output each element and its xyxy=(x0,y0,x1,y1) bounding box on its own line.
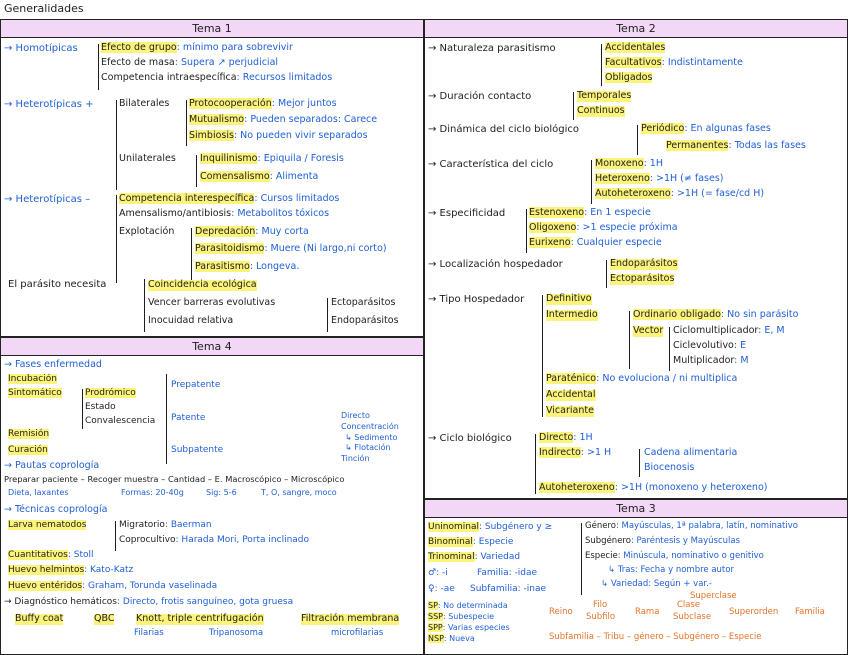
vector-bracket xyxy=(669,327,670,371)
directo-list-item: Directo xyxy=(341,411,370,420)
hier-superorden: Superorden xyxy=(729,607,779,617)
tema3-panel xyxy=(424,499,848,655)
especificidad-bracket xyxy=(526,209,527,253)
diag-item: Buffy coat xyxy=(15,613,64,624)
sintomatico-bracket xyxy=(82,389,83,429)
directo-list-item: Concentración xyxy=(341,422,399,431)
hier-subfilo: Subfilo xyxy=(586,612,616,622)
female-suffix: ♀: -ae xyxy=(428,584,455,594)
heterotipicas-pos-label: → Heterotípicas + xyxy=(4,99,94,110)
bilaterales-label: Bilaterales xyxy=(119,98,170,109)
tema3-left-item: Binominal: Especie xyxy=(428,537,514,547)
unilaterales-label: Unilaterales xyxy=(119,153,176,164)
tema3-right-bracket xyxy=(581,523,582,595)
abbr-item: SSP: Subespecie xyxy=(428,612,495,621)
explotacion-label: Explotación xyxy=(119,226,175,237)
convalescencia: Convalescencia xyxy=(85,416,156,426)
heterotipicas-neg-item: Amensalismo/antibiosis: Metabolitos tóxicos xyxy=(119,208,330,219)
intermedio: Intermedio xyxy=(546,309,598,320)
cuantitativos: Cuantitativos: Stoll xyxy=(8,550,94,560)
tema3-heading: Tema 3 xyxy=(425,500,847,518)
biocenosis: Biocenosis xyxy=(644,462,695,473)
necesita-item: Inocuidad relativa xyxy=(148,315,234,326)
pautas-line: Preparar paciente – Recoger muestra – Cantidad – E. Macroscópico – Microscópico xyxy=(4,474,345,484)
coprocultivo: Coprocultivo: Harada Mori, Porta inclinado xyxy=(119,535,310,545)
duracion-item: Continuos xyxy=(577,105,625,116)
ciclo-indirecto: Indirecto: >1 H xyxy=(539,447,612,458)
tema4-panel xyxy=(0,337,424,655)
hier-rama: Rama xyxy=(635,607,660,617)
hier-familia: Familia xyxy=(795,607,825,617)
explotacion-item: Depredación: Muy corta xyxy=(195,226,309,237)
naturaleza-label: → Naturaleza parasitismo xyxy=(428,43,556,54)
tema2-panel xyxy=(424,19,848,499)
larva-nematodos: Larva nematodos xyxy=(8,520,87,530)
ciclo-directo: Directo: 1H xyxy=(539,432,593,443)
page-title: Generalidades xyxy=(4,2,84,15)
especificidad-label: → Especificidad xyxy=(428,208,506,219)
vector-item: Ciclevolutivo: E xyxy=(673,340,747,351)
tema1-panel xyxy=(0,19,424,337)
tecnicas-label: → Técnicas coprología xyxy=(4,504,108,515)
prepatente: Prepatente xyxy=(171,380,221,390)
diag-sub: microfilarias xyxy=(331,628,384,638)
pautas-sub: Dieta, laxantes xyxy=(8,488,69,497)
subpatente: Subpatente xyxy=(171,445,224,455)
dinamica-item: Periódico: En algunas fases xyxy=(641,123,771,134)
abbr-item: SP: No determinada xyxy=(428,601,508,610)
migratorio: Migratorio: Baerman xyxy=(119,520,212,530)
ectoparasitos: Ectoparásitos xyxy=(331,297,396,308)
tipo-label: → Tipo Hospedador xyxy=(428,294,525,305)
naturaleza-item: Facultativos: Indistintamente xyxy=(605,57,743,68)
homotipicas-label: → Homotípicas xyxy=(4,43,78,54)
patente: Patente xyxy=(171,413,206,423)
larva-bracket xyxy=(115,521,116,551)
necesita-bracket xyxy=(144,279,145,332)
hier-line-2: Subfamilia – Tribu – género – Subgénero – Especie xyxy=(549,632,762,642)
indirecto-bracket xyxy=(639,449,640,477)
sintomatico: Sintomático xyxy=(8,388,62,398)
hier-superclase: Superclase xyxy=(690,591,737,601)
bilaterales-item: Simbiosis: No pueden vivir separados xyxy=(189,130,368,141)
bilaterales-bracket xyxy=(186,100,187,146)
tras-note: ↳ Tras: Fecha y nombre autor xyxy=(608,565,734,575)
heterotipicas-neg-bracket xyxy=(116,195,117,283)
tema2-heading: Tema 2 xyxy=(425,20,847,38)
huevo-entericos: Huevo entéridos: Graham, Torunda vaselinada xyxy=(8,581,218,591)
unilaterales-item: Comensalismo: Alimenta xyxy=(200,171,319,182)
intermedio-bracket xyxy=(629,311,630,369)
homotipicas-item: Efecto de masa: Supera ↗ perjudicial xyxy=(101,57,279,68)
explotacion-bracket xyxy=(191,228,192,284)
prodromico: Prodrómico xyxy=(85,388,136,398)
variedad-note: ↳ Variedad: Según + var.- xyxy=(601,579,712,589)
abbr-item: NSP: Nueva xyxy=(428,634,475,643)
explotacion-item: Parasitismo: Longeva. xyxy=(195,261,300,272)
definitivo: Definitivo xyxy=(546,293,592,304)
localizacion-label: → Localización hospedador xyxy=(428,259,563,270)
especificidad-item: Estenoxeno: En 1 especie xyxy=(529,207,651,218)
directo-list-item: Tinción xyxy=(341,454,370,463)
heterotipicas-pos-bracket xyxy=(116,100,117,190)
tema3-right-item: Subgénero: Paréntesis y Mayúsculas xyxy=(585,536,741,546)
curacion: Curación xyxy=(8,445,48,455)
male-suffix: ♂: -i xyxy=(428,568,448,578)
vector: Vector xyxy=(633,325,664,336)
dinamica-item: Permanentes: Todas las fases xyxy=(666,140,806,151)
tema3-left-item: Uninominal: Subgénero y ≥ xyxy=(428,522,553,532)
duracion-label: → Duración contacto xyxy=(428,91,532,102)
ordinario-obligado: Ordinario obligado: No sin parásito xyxy=(633,309,799,320)
hier-filo: Filo xyxy=(593,600,608,610)
hier-subclase: Subclase xyxy=(673,612,712,622)
caracteristica-item: Autoheteroxeno: >1H (= fase/cd H) xyxy=(595,188,765,199)
pautas-sub: Formas: 20-40g xyxy=(121,488,184,497)
fases-label: → Fases enfermedad xyxy=(4,359,102,370)
tipo-bracket xyxy=(542,295,543,417)
familia-suffix: Familia: -idae xyxy=(477,568,538,578)
tema3-right-item: Género: Mayúsculas, 1ª palabra, latín, nominativo xyxy=(585,521,798,531)
heterotipicas-neg-item: Competencia interespecífica: Cursos limitados xyxy=(119,193,340,204)
tema4-heading: Tema 4 xyxy=(1,338,423,356)
duracion-bracket xyxy=(573,92,574,120)
homotipicas-item: Competencia intraespecífica: Recursos limitados xyxy=(101,72,333,83)
patente-bracket xyxy=(166,374,167,464)
duracion-item: Temporales xyxy=(577,90,632,101)
diag-sub: Tripanosoma xyxy=(209,628,264,638)
localizacion-item: Ectoparásitos xyxy=(610,273,675,284)
caracteristica-label: → Característica del ciclo xyxy=(428,159,554,170)
hier-clase: Clase xyxy=(677,600,701,610)
ciclo-bracket xyxy=(535,434,536,494)
subfamilia-suffix: Subfamilia: -inae xyxy=(470,584,546,594)
vector-item: Ciclomultiplicador: E, M xyxy=(673,325,785,336)
cadena-alimentaria: Cadena alimentaria xyxy=(644,447,738,458)
vicariante: Vicariante xyxy=(546,405,594,416)
localizacion-item: Endoparásitos xyxy=(610,258,678,269)
especificidad-item: Eurixeno: Cualquier especie xyxy=(529,237,662,248)
homotipicas-bracket xyxy=(98,44,99,90)
tema1-heading: Tema 1 xyxy=(1,20,423,38)
necesita-item: Coincidencia ecológica xyxy=(148,279,257,290)
estado: Estado xyxy=(85,402,116,412)
vector-item: Multiplicador: M xyxy=(673,355,749,366)
unilaterales-bracket xyxy=(196,155,197,187)
abbr-item: SPP: Varias especies xyxy=(428,623,510,632)
paratenico: Paraténico: No evoluciona / ni multiplica xyxy=(546,373,738,384)
necesita-item: Vencer barreras evolutivas xyxy=(148,297,276,308)
necesita-sub-bracket xyxy=(327,298,328,332)
diag-item: Filtración membrana xyxy=(301,613,400,624)
caracteristica-item: Heteroxeno: >1H (≠ fases) xyxy=(595,173,724,184)
caracteristica-bracket xyxy=(591,160,592,204)
unilaterales-item: Inquilinismo: Epiquila / Foresis xyxy=(200,153,344,164)
dinamica-label: → Dinámica del ciclo biológico xyxy=(428,124,580,135)
diag-sub: Filarias xyxy=(134,628,164,638)
tema3-left-item: Trinominal: Variedad xyxy=(428,552,521,562)
huevo-helmintos: Huevo helmintos: Kato-Katz xyxy=(8,565,134,575)
localizacion-bracket xyxy=(606,260,607,288)
pautas-label: → Pautas coprología xyxy=(4,460,100,471)
remision: Remisión xyxy=(8,429,50,439)
pautas-sub: T, O, sangre, moco xyxy=(261,488,337,497)
diag-item: QBC xyxy=(94,613,115,624)
especificidad-item: Oligoxeno: >1 especie próxima xyxy=(529,222,678,233)
hier-reino: Reino xyxy=(549,607,573,617)
pautas-sub: Sig: 5-6 xyxy=(206,488,237,497)
ciclo-autoheteroxeno: Autoheteroxeno: >1H (monoxeno y heteroxeno) xyxy=(539,482,768,493)
bilaterales-item: Mutualismo: Pueden separados: Carece xyxy=(189,114,378,125)
incubacion: Incubación xyxy=(8,374,57,384)
endoparasitos: Endoparásitos xyxy=(331,315,399,326)
naturaleza-bracket xyxy=(601,44,602,86)
heterotipicas-neg-label: → Heterotípicas – xyxy=(4,194,91,205)
naturaleza-item: Accidentales xyxy=(605,42,666,53)
tema3-right-item: Especie: Minúscula, nominativo o genitivo xyxy=(585,551,764,561)
diagnostico-hematicos: → Diagnóstico hemáticos: Directo, frotis sanguíneo, gota gruesa xyxy=(4,597,294,607)
bilaterales-item: Protocooperación: Mejor juntos xyxy=(189,98,337,109)
directo-list-item: ↳ Flotación xyxy=(345,443,391,452)
homotipicas-item: Efecto de grupo: mínimo para sobrevivir xyxy=(101,42,293,53)
ciclo-label: → Ciclo biológico xyxy=(428,433,512,444)
explotacion-item: Parasitoidismo: Muere (Ni largo,ni corto) xyxy=(195,243,387,254)
naturaleza-item: Obligados xyxy=(605,72,653,83)
directo-list-item: ↳ Sedimento xyxy=(345,433,398,442)
diag-item: Knott, triple centrifugación xyxy=(136,613,264,624)
caracteristica-item: Monoxeno: 1H xyxy=(595,158,663,169)
accidental: Accidental xyxy=(546,389,596,400)
necesita-label: El parásito necesita xyxy=(8,279,107,290)
dinamica-bracket xyxy=(637,125,638,155)
